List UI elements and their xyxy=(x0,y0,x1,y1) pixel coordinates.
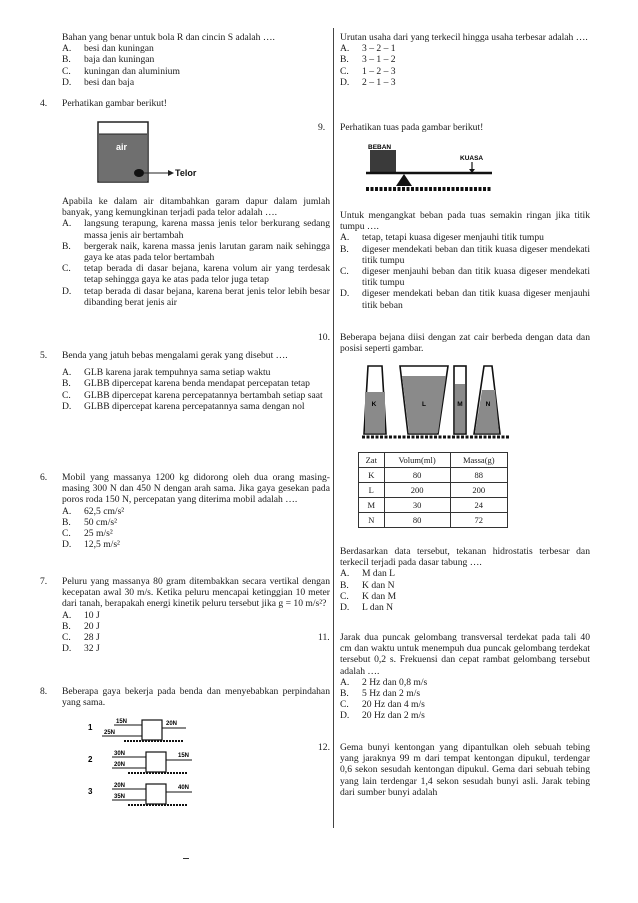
option-text: K dan N xyxy=(362,579,395,591)
table-row xyxy=(359,513,508,528)
force-label-a: 15N xyxy=(116,719,128,725)
option-letter: C. xyxy=(340,266,349,278)
forces-figure xyxy=(84,714,284,814)
option-text: digeser mendekati beban dan titik kuasa digeser menjauhi titik beban xyxy=(362,288,590,311)
row-number: 1 xyxy=(88,723,93,732)
question-6 xyxy=(40,472,330,551)
option-letter: C. xyxy=(340,590,349,602)
option-text: 2 – 1 – 3 xyxy=(362,76,396,88)
force-label-a: 30N xyxy=(114,751,126,757)
vessels-figure xyxy=(362,362,542,442)
vessel-label: K xyxy=(371,401,377,408)
option-letter: B. xyxy=(340,688,349,700)
option-text: 5 Hz dan 2 m/s xyxy=(362,688,421,700)
vessel-m xyxy=(454,366,466,434)
option-letter: D. xyxy=(62,643,72,655)
load-block xyxy=(370,150,396,172)
option-text: 3 – 1 – 2 xyxy=(362,54,396,66)
option-text: 20 Hz dan 4 m/s xyxy=(362,699,425,711)
option-letter: A. xyxy=(340,43,350,55)
page-mark xyxy=(183,858,189,859)
vessel-label: M xyxy=(457,401,463,408)
table-cell: L xyxy=(359,483,385,498)
option-a xyxy=(62,367,330,378)
option-letter: D. xyxy=(340,288,350,300)
option-letter: C. xyxy=(62,389,71,401)
force-row-1 xyxy=(88,719,186,741)
question-number: 4. xyxy=(40,98,48,109)
question-number: 7. xyxy=(40,576,48,587)
option-letter: C. xyxy=(62,65,71,77)
force-label-c: 40N xyxy=(178,785,190,791)
option-text: 25 m/s² xyxy=(84,528,113,540)
option-letter: D. xyxy=(62,76,72,88)
question-3-continuation xyxy=(62,32,330,88)
table-cell: K xyxy=(359,468,385,483)
option-text: tetap, tetapi kuasa digeser menjauhi titik tumpu xyxy=(362,232,544,244)
option-letter: B. xyxy=(62,620,71,632)
option-b xyxy=(340,580,590,591)
option-text: besi dan kuningan xyxy=(84,43,154,55)
option-letter: A. xyxy=(62,609,72,621)
force-row-2 xyxy=(88,751,192,773)
option-b xyxy=(62,517,330,528)
option-d xyxy=(340,710,590,721)
question-12 xyxy=(318,742,590,798)
block xyxy=(146,784,166,804)
option-text: tetap berada di dasar bejana, karena berat jenis telor lebih besar dibanding berat jenis air xyxy=(84,285,330,308)
options-list xyxy=(340,232,590,310)
option-c xyxy=(340,266,590,288)
option-letter: C. xyxy=(340,65,349,77)
option-letter: A. xyxy=(62,218,72,230)
option-letter: B. xyxy=(62,240,71,252)
question-number: 9. xyxy=(318,122,326,133)
option-d xyxy=(340,288,590,310)
table-cell: 88 xyxy=(450,468,507,483)
option-c xyxy=(340,66,590,77)
option-letter: A. xyxy=(62,505,72,517)
egg xyxy=(134,169,144,177)
option-letter: B. xyxy=(340,243,349,255)
option-text: baja dan kuningan xyxy=(84,54,155,66)
option-letter: A. xyxy=(340,676,350,688)
question-10-body xyxy=(340,546,590,613)
force-label-b: 25N xyxy=(104,730,116,736)
option-d xyxy=(62,643,330,654)
options-list xyxy=(340,43,590,88)
force-label-b: 20N xyxy=(114,762,126,768)
air-label: air xyxy=(116,142,128,152)
question-9 xyxy=(318,122,590,133)
option-letter: B. xyxy=(62,54,71,66)
option-text: 1 – 2 – 3 xyxy=(362,65,396,77)
option-d xyxy=(340,77,590,88)
option-a xyxy=(62,610,330,621)
kuasa-label: KUASA xyxy=(460,155,484,162)
question-stem: Peluru yang massanya 80 gram ditembakkan secara vertikal dengan kecepatan awal 30 m/s. Ketika peluru mencapai ketinggian 10 meter dari tanah, berapakah energi kinetik peluru tersebut jika g = 10 m/s²? xyxy=(62,576,330,610)
option-letter: C. xyxy=(62,632,71,644)
option-a xyxy=(62,506,330,517)
question-stem: Perhatikan gambar berikut! xyxy=(62,98,167,109)
question-4-body xyxy=(62,196,330,308)
option-text: GLBB dipercepat karena percepatannya sama dengan nol xyxy=(84,400,305,412)
option-b xyxy=(340,688,590,699)
option-a xyxy=(62,43,330,54)
table-cell: 24 xyxy=(450,498,507,513)
option-letter: D. xyxy=(340,76,350,88)
option-c xyxy=(340,699,590,710)
question-number: 10. xyxy=(318,332,330,343)
option-b xyxy=(62,54,330,65)
question-4 xyxy=(40,98,330,109)
question-stem: Gema bunyi kentongan yang dipantulkan oleh sebuah tebing yang jaraknya 99 m dari tempat kentongan dipukul, terdengar 0,6 sekon sesudah kentongan dipukul. Gema dari sebuah tebing yang lain terdengar 1,4 sekon sesudah bunyi asli. Jarak tebing dari sumber bunyi adalah xyxy=(340,742,590,798)
option-a xyxy=(340,568,590,579)
question-number: 11. xyxy=(318,632,330,643)
options-list xyxy=(62,218,330,308)
option-b xyxy=(62,378,330,389)
pointer-arrowhead xyxy=(168,170,174,176)
option-a xyxy=(340,677,590,688)
force-label-c: 20N xyxy=(166,721,178,727)
question-number: 6. xyxy=(40,472,48,483)
option-letter: C. xyxy=(62,263,71,275)
option-text: GLBB dipercepat karena percepatannya bertambah setiap saat xyxy=(84,389,323,401)
vessel-k xyxy=(364,366,386,434)
column-divider xyxy=(333,28,334,828)
header-zat: Zat xyxy=(359,453,385,468)
option-letter: B. xyxy=(62,516,71,528)
table-row xyxy=(359,498,508,513)
beban-label: BEBAN xyxy=(368,144,392,151)
question-stem: Benda yang jatuh bebas mengalami gerak yang disebut …. xyxy=(62,350,288,361)
question-stem: Beberapa gaya bekerja pada benda dan menyebabkan perpindahan yang sama. xyxy=(62,686,330,709)
vessel-label: N xyxy=(485,401,491,408)
force-label-b: 35N xyxy=(114,794,126,800)
question-stem: Mobil yang massanya 1200 kg didorong oleh dua orang masing-masing 300 N dan 450 N dengan arah sama. Jika gaya gesekan pada poros roda 150 N, percepatan yang diterima mobil adalah …. xyxy=(62,472,330,506)
option-d xyxy=(62,401,330,412)
question-8-continuation xyxy=(340,32,590,88)
table-cell: M xyxy=(359,498,385,513)
option-text: 28 J xyxy=(84,632,100,644)
option-c xyxy=(62,66,330,77)
question-stem-2: Untuk mengangkat beban pada tuas semakin ringan jika titik tumpu …. xyxy=(340,210,590,233)
option-text: 32 J xyxy=(84,643,100,655)
vessel-l xyxy=(400,366,448,434)
table-cell: N xyxy=(359,513,385,528)
option-d xyxy=(62,539,330,550)
option-c xyxy=(62,528,330,539)
option-c xyxy=(62,390,330,401)
data-table xyxy=(358,452,508,528)
option-letter: D. xyxy=(62,285,72,297)
option-c xyxy=(340,591,590,602)
question-number: 5. xyxy=(40,350,48,361)
table-cell: 200 xyxy=(450,483,507,498)
option-c xyxy=(62,632,330,643)
options-list xyxy=(62,43,330,88)
row-number: 2 xyxy=(88,755,93,764)
question-stem: Perhatikan tuas pada gambar berikut! xyxy=(340,122,484,133)
option-c xyxy=(62,263,330,285)
header-volume: Volum(ml) xyxy=(384,453,450,468)
header-mass: Massa(g) xyxy=(450,453,507,468)
options-list xyxy=(62,506,330,551)
table-row xyxy=(359,468,508,483)
option-text: GLB karena jarak tempuhnya sama setiap waktu xyxy=(84,367,271,379)
option-letter: B. xyxy=(340,579,349,591)
force-label-a: 20N xyxy=(114,783,126,789)
option-b xyxy=(62,621,330,632)
option-d xyxy=(340,602,590,613)
option-letter: D. xyxy=(62,539,72,551)
option-text: digeser mendekati beban dan titik kuasa digeser mendekati titik tumpu xyxy=(362,243,590,266)
row-number: 3 xyxy=(88,787,93,796)
question-stem: Beberapa bejana diisi dengan zat cair berbeda dengan data dan posisi seperti gambar. xyxy=(340,332,590,355)
question-number: 8. xyxy=(40,686,48,697)
table-cell: 80 xyxy=(384,513,450,528)
option-b xyxy=(340,244,590,266)
table-cell: 72 xyxy=(450,513,507,528)
vessel-label: L xyxy=(422,401,426,408)
option-text: 12,5 m/s² xyxy=(84,539,120,551)
block xyxy=(146,752,166,772)
option-text: 10 J xyxy=(84,609,100,621)
option-d xyxy=(62,286,330,308)
fulcrum xyxy=(396,174,412,186)
table-body xyxy=(359,468,508,528)
option-d xyxy=(62,77,330,88)
option-a xyxy=(62,218,330,240)
option-b xyxy=(340,54,590,65)
option-letter: D. xyxy=(62,400,72,412)
option-letter: A. xyxy=(340,568,350,580)
question-10 xyxy=(318,332,590,355)
option-text: 2 Hz dan 0,8 m/s xyxy=(362,676,428,688)
force-label-c: 15N xyxy=(178,753,190,759)
option-text: kuningan dan aluminium xyxy=(84,65,180,77)
option-text: GLBB dipercepat karena benda mendapat percepatan tetap xyxy=(84,378,310,390)
question-8 xyxy=(40,686,330,709)
option-text: 3 – 2 – 1 xyxy=(362,43,396,55)
question-stem-2: Berdasarkan data tersebut, tekanan hidrostatis terbesar dan terkecil terjadi pada dasar tabung …. xyxy=(340,546,590,569)
option-letter: C. xyxy=(62,528,71,540)
options-list xyxy=(62,367,330,412)
block xyxy=(142,720,162,740)
option-text: 50 cm/s² xyxy=(84,516,117,528)
table-row xyxy=(359,483,508,498)
option-letter: B. xyxy=(340,54,349,66)
question-stem: Urutan usaha dari yang terkecil hingga usaha terbesar adalah …. xyxy=(340,32,588,43)
option-text: 20 J xyxy=(84,620,100,632)
table-cell: 80 xyxy=(384,468,450,483)
question-stem: Bahan yang benar untuk bola R dan cincin S adalah …. xyxy=(62,32,275,43)
option-text: M dan L xyxy=(362,568,396,580)
question-7 xyxy=(40,576,330,655)
option-text: 20 Hz dan 2 m/s xyxy=(362,710,425,722)
option-letter: D. xyxy=(340,602,350,614)
question-5 xyxy=(40,350,330,412)
question-9-body xyxy=(340,210,590,311)
option-text: 62,5 cm/s² xyxy=(84,505,125,517)
force-row-3 xyxy=(88,783,192,805)
option-letter: A. xyxy=(62,43,72,55)
question-stem-2: Apabila ke dalam air ditambahkan garam dapur dalam jumlah banyak, yang kemungkinan terjadi pada telor adalah …. xyxy=(62,196,330,219)
beaker-egg-figure xyxy=(96,118,246,186)
lever-figure xyxy=(362,140,562,200)
vessel-n xyxy=(474,366,500,434)
option-b xyxy=(62,241,330,263)
option-letter: D. xyxy=(340,710,350,722)
option-letter: A. xyxy=(340,232,350,244)
question-11 xyxy=(318,632,590,722)
option-a xyxy=(340,43,590,54)
option-text: L dan N xyxy=(362,602,394,614)
option-text: K dan M xyxy=(362,590,397,602)
table-cell: 30 xyxy=(384,498,450,513)
option-letter: C. xyxy=(340,699,349,711)
option-text: langsung terapung, karena massa jenis telor berkurang sedang massa jenis air bertambah xyxy=(84,218,330,241)
telor-label: Telor xyxy=(175,168,197,178)
question-number: 12. xyxy=(318,742,330,753)
option-letter: B. xyxy=(62,378,71,390)
question-stem: Jarak dua puncak gelombang transversal terdekat pada tali 40 cm dan waktu untuk menempuh dua puncak gelombang terdekat tersebut 0,2 s. Frekuensi dan cepat rambat gelombang tersebut adalah …. xyxy=(340,632,590,677)
option-text: tetap berada di dasar bejana, karena volum air yang terdesak tetap sehingga gaya ke atas pada telor juga tetap xyxy=(84,263,330,286)
option-text: besi dan baja xyxy=(84,76,135,88)
options-list xyxy=(340,677,590,722)
option-a xyxy=(340,232,590,243)
option-text: bergerak naik, karena massa jenis larutan garam naik sehingga gaya ke atas pada telor bertambah xyxy=(84,240,330,264)
table-cell: 200 xyxy=(384,483,450,498)
table-header-row xyxy=(359,453,508,468)
options-list xyxy=(62,610,330,655)
options-list xyxy=(340,568,590,613)
option-text: digeser menjauhi beban dan titik kuasa digeser mendekati titik tumpu xyxy=(362,266,590,289)
option-letter: A. xyxy=(62,367,72,379)
